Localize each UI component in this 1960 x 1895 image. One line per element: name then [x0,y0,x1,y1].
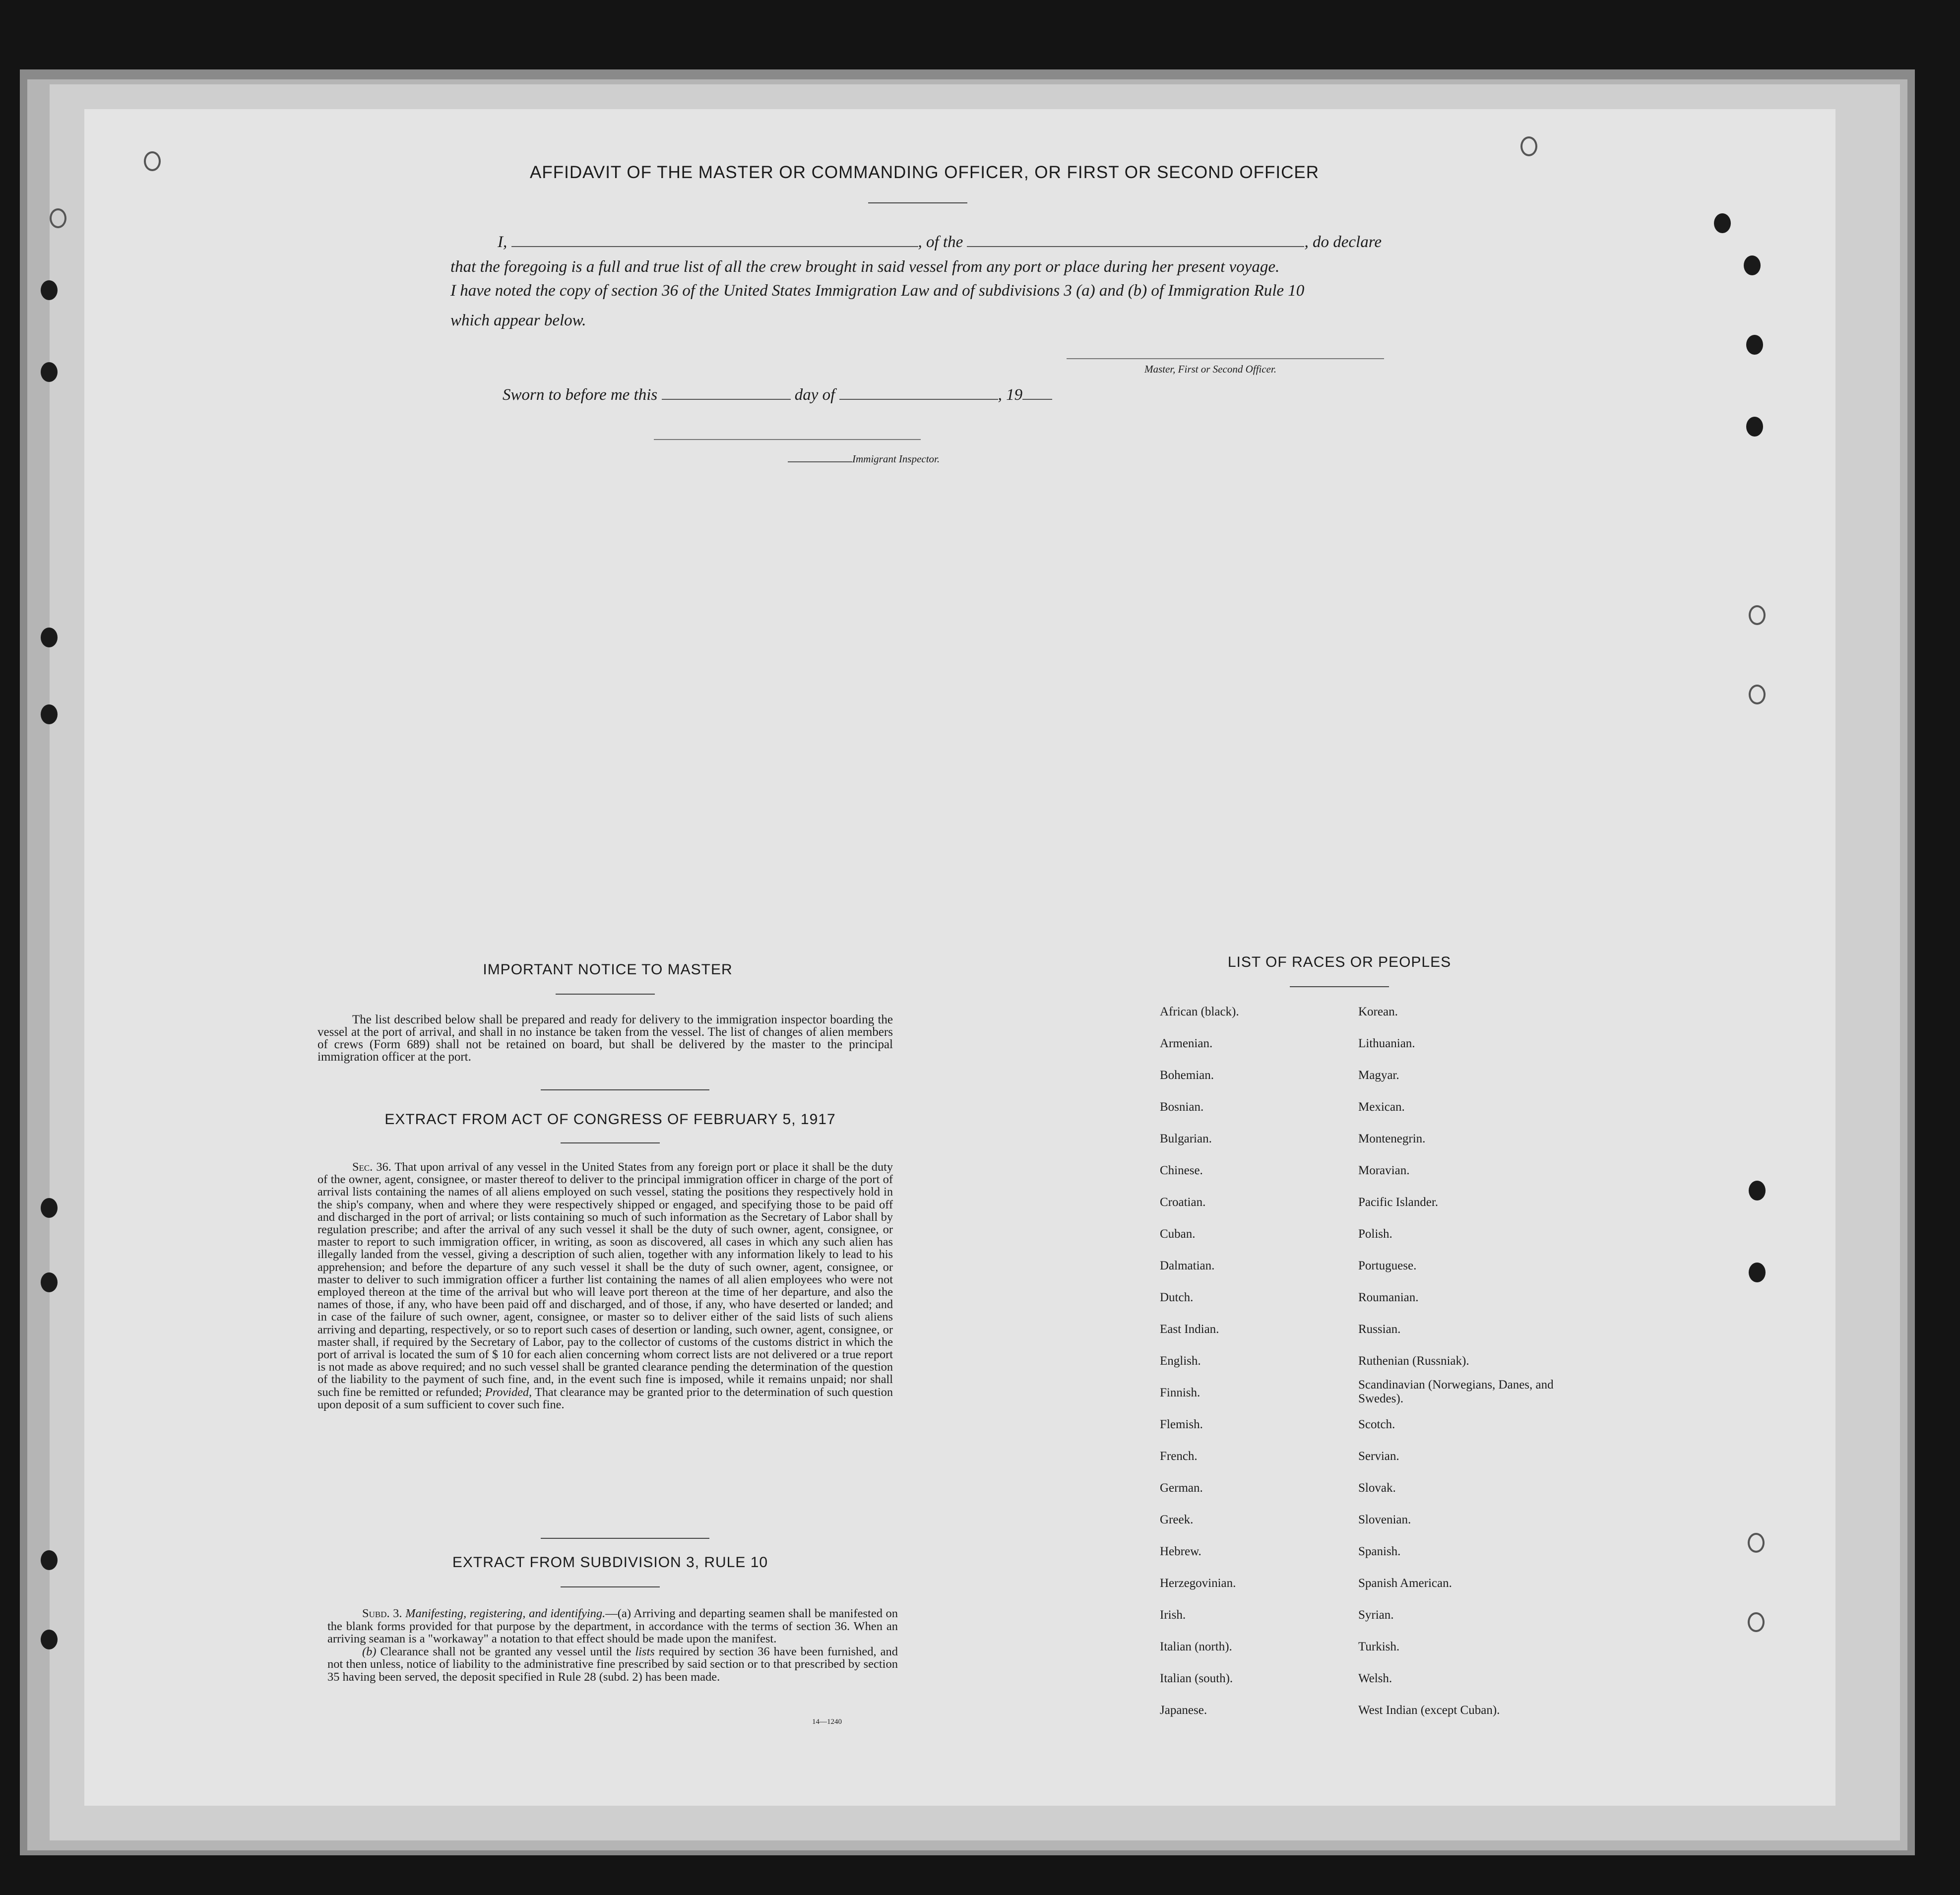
affidavit-declare-line [498,233,1382,252]
race-item: Cuban. [1160,1227,1196,1241]
race-item: Bohemian. [1160,1069,1214,1082]
race-item: Welsh. [1358,1672,1392,1685]
form-number: 14—1240 [812,1718,842,1726]
race-item: West Indian (except Cuban). [1358,1704,1500,1717]
race-item: Greek. [1160,1513,1194,1526]
sworn-line [503,386,1052,404]
race-item: Bosnian. [1160,1100,1204,1114]
officer-name-field[interactable] [511,246,918,247]
race-item: Pacific Islander. [1358,1196,1439,1209]
rule-b-label: (b) [362,1644,377,1658]
race-item: Slovak. [1358,1481,1396,1495]
race-item: East Indian. [1160,1323,1219,1336]
divider [561,1142,660,1143]
binder-hole-icon [41,628,58,647]
inspector-prefix-blank [788,461,852,462]
race-item: Chinese. [1160,1164,1203,1177]
declare-of-the: , of the [918,233,963,251]
race-item: Irish. [1160,1608,1186,1622]
affidavit-title: AFFIDAVIT OF THE MASTER OR COMMANDING OFFICER, OR FIRST OR SECOND OFFICER [530,163,1320,182]
punch-hole-icon [1746,417,1763,437]
binder-hole-icon [41,1198,58,1218]
race-item: Moravian. [1358,1164,1410,1177]
race-item: Ruthenian (Russniak). [1358,1354,1469,1368]
rule-heading: EXTRACT FROM SUBDIVISION 3, RULE 10 [452,1554,768,1571]
race-item: Turkish. [1358,1640,1400,1653]
race-item: Slovenian. [1358,1513,1411,1526]
punch-hole-icon [1749,605,1766,625]
race-item: Magyar. [1358,1069,1399,1082]
sworn-month-field[interactable] [839,399,998,400]
affidavit-line-3: I have noted the copy of section 36 of the United States Immigration Law and of subdivisions 3 (a) and (b) of Immigration Rule 10 [450,282,1305,300]
act-provided-text: That clearance may be granted prior to the determination of such question upon deposit of a sum sufficient to cover such fine. [317,1385,893,1411]
notice-body: The list described below shall be prepared and ready for delivery to the immigration inspector boarding the vessel at the port of arrival, and shall in no instance be taken from the vessel. The list of changes of alien members of crews (Form 689) shall not be retained on board, but shall be delivered by the master to the principal immigration officer at the port. [317,1013,893,1064]
sworn-day-field[interactable] [662,399,791,400]
act-body: That upon arrival of any vessel in the United States from any foreign port or place it shall be the duty of the owner, agent, consignee, or master thereof to deliver to the principal immigration officer in charge of the port of arrival lists containing the names of all aliens employed on such vessel, stating the positions they respectively hold in the ship's company, when and where they were respectively shipped or engaged, and specifying those to be paid off and discharged in the port of arrival; or lists containing so much of such information as the Secretary of Labor shall by regulation prescribe; and after the arrival of any such vessel it shall be the duty of such owner, agent, consignee, or master to report to such immigration officer, in writing, as soon as discovered, all cases in which any such alien has illegally landed from the vessel, giving a description of such alien, together with any information likely to lead to his apprehension; and before the departure of any such vessel it shall be the duty of such owner, agent, consignee, or master to deliver to such immigration officer a further list containing the names of all alien employees who were not employed thereon at the time of the arrival but who will leave port thereon at the time of her departure, and also the names of those, if any, who have been paid off and discharged, and of those, if any, who have deserted or landed; and in case of the failure of such owner, agent, consignee, or master so to deliver either of the said lists of such aliens arriving and departing, respectively, or so to report such cases of desertion or landing, such owner, agent, consignee, or master shall, if required by the Secretary of Labor, pay to the collector of customs of the customs district in which the port of arrival is located the sum of $ 10 for each alien concerning whom correct lists are not delivered or a true report is not made as above required; and no such vessel shall be granted clearance pending the determination of the question of the liability to the payment of such fine, and, in the event such fine is imposed, while it remains unpaid; nor shall such fine be remitted or refunded; [317,1160,893,1399]
race-item: Montenegrin. [1358,1132,1426,1145]
divider [541,1089,709,1090]
inspector-label-text: Immigrant Inspector. [852,453,940,465]
inspector-signature-line[interactable] [654,439,921,440]
inspector-label [788,453,940,465]
binder-hole-icon [41,362,58,382]
race-item: Herzegovinian. [1160,1577,1236,1590]
rule-text [327,1607,898,1683]
punch-hole-icon [1746,335,1763,355]
race-item: Polish. [1358,1227,1392,1241]
sworn-year: , 19 [998,386,1023,404]
race-item: Armenian. [1160,1037,1213,1050]
sworn-prefix: Sworn to before me this [503,386,658,404]
rule-subd-title: Manifesting, registering, and identifying. [405,1607,606,1620]
races-heading: LIST OF RACES OR PEOPLES [1227,954,1452,970]
rule-b-text-1: Clearance shall not be granted any vessel until the [380,1644,632,1658]
race-item: Scotch. [1358,1418,1395,1431]
punch-hole-icon [1748,1612,1765,1632]
act-section-label: Sec. 36. [352,1160,391,1174]
race-item: Italian (north). [1160,1640,1232,1653]
notice-heading: IMPORTANT NOTICE TO MASTER [483,961,733,978]
race-item: African (black). [1160,1005,1239,1018]
race-item: Bulgarian. [1160,1132,1212,1145]
race-item: Spanish American. [1358,1577,1452,1590]
punch-hole-icon [1714,213,1731,233]
binder-hole-icon [41,704,58,724]
signature-label: Master, First or Second Officer. [1144,363,1276,375]
punch-hole-icon [1744,255,1761,275]
punch-hole-icon [50,208,66,228]
punch-hole-icon [144,151,161,171]
race-item: Servian. [1358,1450,1399,1463]
race-item: German. [1160,1481,1203,1495]
race-item: Scandinavian (Norwegians, Danes, and Swedes). [1358,1378,1554,1405]
divider [1290,986,1389,987]
punch-hole-icon [1749,1181,1766,1200]
race-item: Hebrew. [1160,1545,1201,1558]
race-item: Mexican. [1358,1100,1405,1114]
binder-hole-icon [41,1550,58,1570]
race-item: Italian (south). [1160,1672,1233,1685]
binder-hole-icon [41,1272,58,1292]
punch-hole-icon [1749,685,1766,704]
affidavit-line-4: which appear below. [450,312,586,329]
race-item: Dutch. [1160,1291,1194,1304]
race-item: Japanese. [1160,1704,1207,1717]
rule-subd-label: Subd. 3. [362,1607,402,1620]
act-heading: EXTRACT FROM ACT OF CONGRESS OF FEBRUARY 5, 1917 [384,1111,836,1128]
race-item: Flemish. [1160,1418,1203,1431]
race-item: Croatian. [1160,1196,1206,1209]
act-text [317,1161,893,1411]
divider [561,1586,660,1587]
form-sheet [84,109,1835,1806]
act-provided-label: Provided, [485,1385,532,1399]
punch-hole-icon [1749,1263,1766,1282]
race-item: Spanish. [1358,1545,1401,1558]
rule-b-lists: lists [635,1644,655,1658]
race-item: Portuguese. [1358,1259,1417,1272]
declare-suffix: , do declare [1304,233,1382,251]
punch-hole-icon [1520,136,1537,156]
binder-hole-icon [41,1630,58,1649]
vessel-name-field[interactable] [967,246,1304,247]
divider [541,1538,709,1539]
sworn-day-of: day of [794,386,835,404]
notice-text [317,1013,893,1063]
race-item: Roumanian. [1358,1291,1419,1304]
race-item: Lithuanian. [1358,1037,1415,1050]
punch-hole-icon [1748,1533,1765,1553]
race-item: French. [1160,1450,1198,1463]
race-item: Finnish. [1160,1386,1201,1399]
race-item: Syrian. [1358,1608,1394,1622]
declare-prefix: I, [498,233,507,251]
rule-b-text-2: required by section 36 have been furnished, and not then unless, notice of liability to the administrative fine prescribed by said section or to that prescribed by section 35 having been served, the deposit specified in Rule 28 (subd. 2) has been made. [327,1644,898,1684]
signature-line[interactable] [1067,358,1384,359]
sworn-year-field[interactable] [1022,399,1052,400]
divider [868,202,967,203]
race-item: Dalmatian. [1160,1259,1215,1272]
rule-subd-a: —(a) Arriving and departing seamen shall be manifested on the blank forms provided for that purpose by the department, in accordance with the terms of section 36. When an arriving seaman is a "workaway" a notation to that effect should be made upon the manifest. [327,1607,898,1645]
race-item: Russian. [1358,1323,1401,1336]
race-item: Korean. [1358,1005,1398,1018]
race-item: English. [1160,1354,1201,1368]
divider [556,994,655,995]
binder-hole-icon [41,280,58,300]
affidavit-line-2: that the foregoing is a full and true list of all the crew brought in said vessel from any port or place during her present voyage. [450,258,1280,276]
